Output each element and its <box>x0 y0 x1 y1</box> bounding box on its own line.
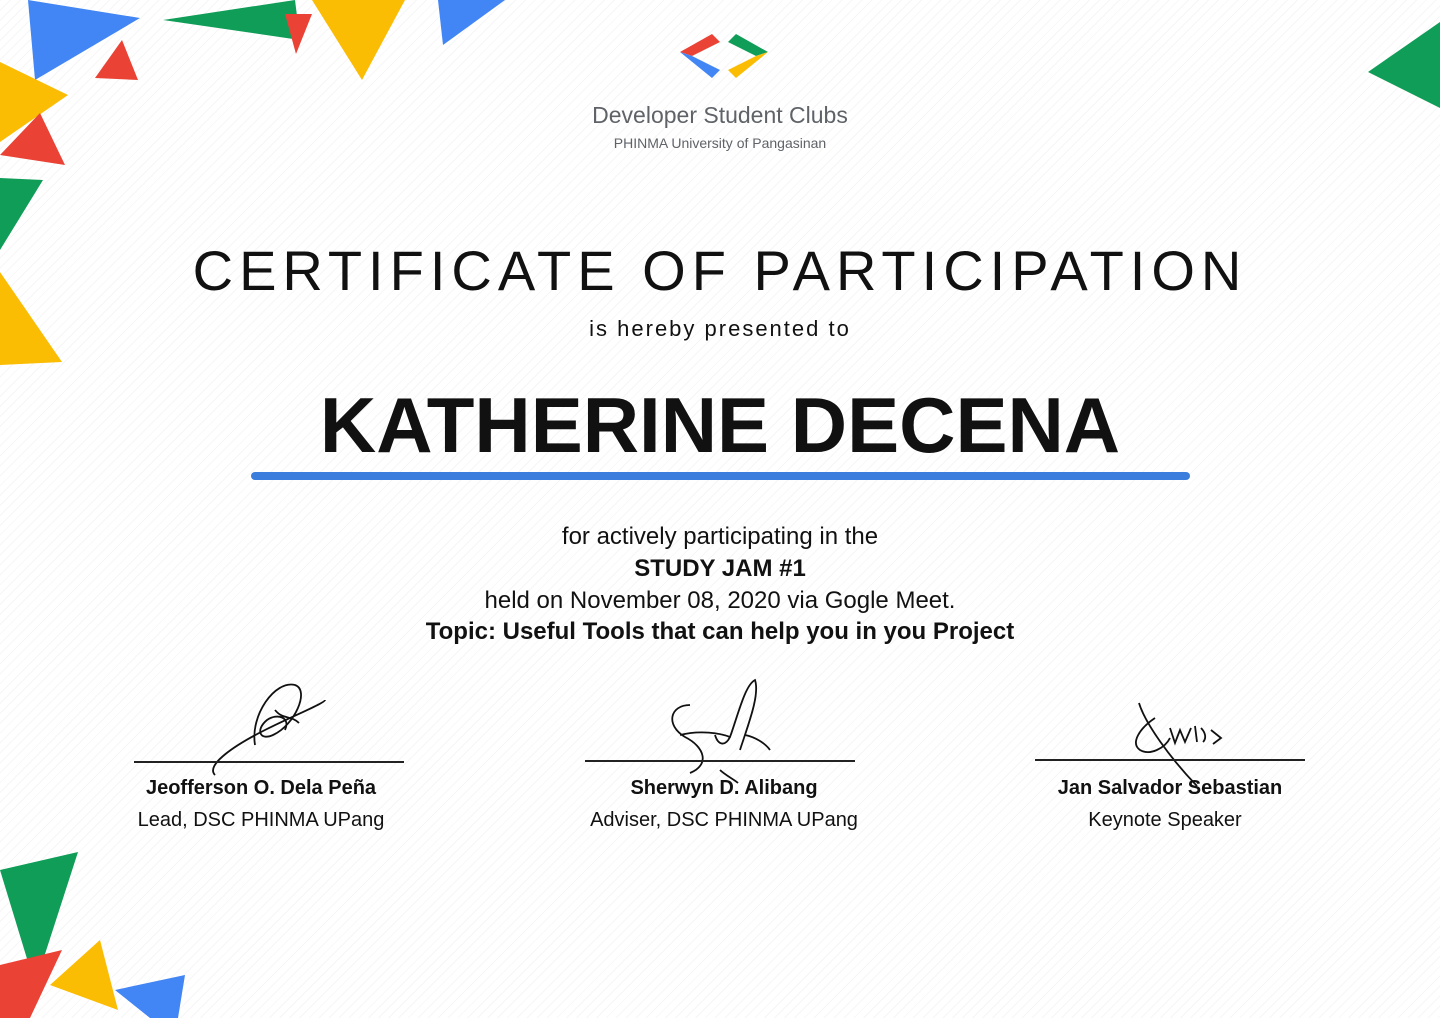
signatory-1-name: Jeofferson O. Dela Peña <box>145 777 377 799</box>
recipient-name: KATHERINE DECENA <box>319 381 1121 469</box>
certificate-title: CERTIFICATE OF PARTICIPATION <box>192 239 1248 302</box>
confetti-triangle <box>163 0 300 40</box>
signatory-3-name: Jan Salvador Sebastian <box>1057 777 1283 799</box>
signature-line-1 <box>134 761 404 763</box>
logo-chevron-left-lower <box>680 52 720 78</box>
signature-line-2 <box>585 760 855 762</box>
organization-subtitle: PHINMA University of Pangasinan <box>613 135 827 151</box>
logo-chevron-right-lower <box>728 52 768 78</box>
signatory-2-role: Adviser, DSC PHINMA UPang <box>590 809 858 831</box>
signatory-2-name: Sherwyn D. Alibang <box>630 777 818 799</box>
confetti-triangle <box>312 0 405 80</box>
confetti-triangle <box>438 0 505 45</box>
confetti-triangle <box>115 975 185 1018</box>
event-date-text: held on November 08, 2020 via Gogle Meet. <box>484 587 956 614</box>
participation-text: for actively participating in the <box>561 523 879 550</box>
confetti-triangle <box>1368 22 1440 108</box>
signatory-1-role: Lead, DSC PHINMA UPang <box>137 809 385 831</box>
presented-to-text: is hereby presented to <box>589 316 851 341</box>
signature-line-3 <box>1035 759 1305 761</box>
signature-1 <box>195 675 335 785</box>
event-name: STUDY JAM #1 <box>634 555 806 582</box>
developer-student-clubs-logo-icon <box>676 30 772 82</box>
logo-chevron-left-upper <box>680 34 720 56</box>
signature-2 <box>660 675 790 785</box>
signatory-3-role: Keynote Speaker <box>1088 809 1242 831</box>
confetti-triangle <box>95 40 138 80</box>
recipient-underline <box>251 472 1190 480</box>
event-topic: Topic: Useful Tools that can help you in you Project <box>425 618 1015 645</box>
logo-chevron-right-upper <box>728 34 768 56</box>
organization-name: Developer Student Clubs <box>592 102 848 128</box>
